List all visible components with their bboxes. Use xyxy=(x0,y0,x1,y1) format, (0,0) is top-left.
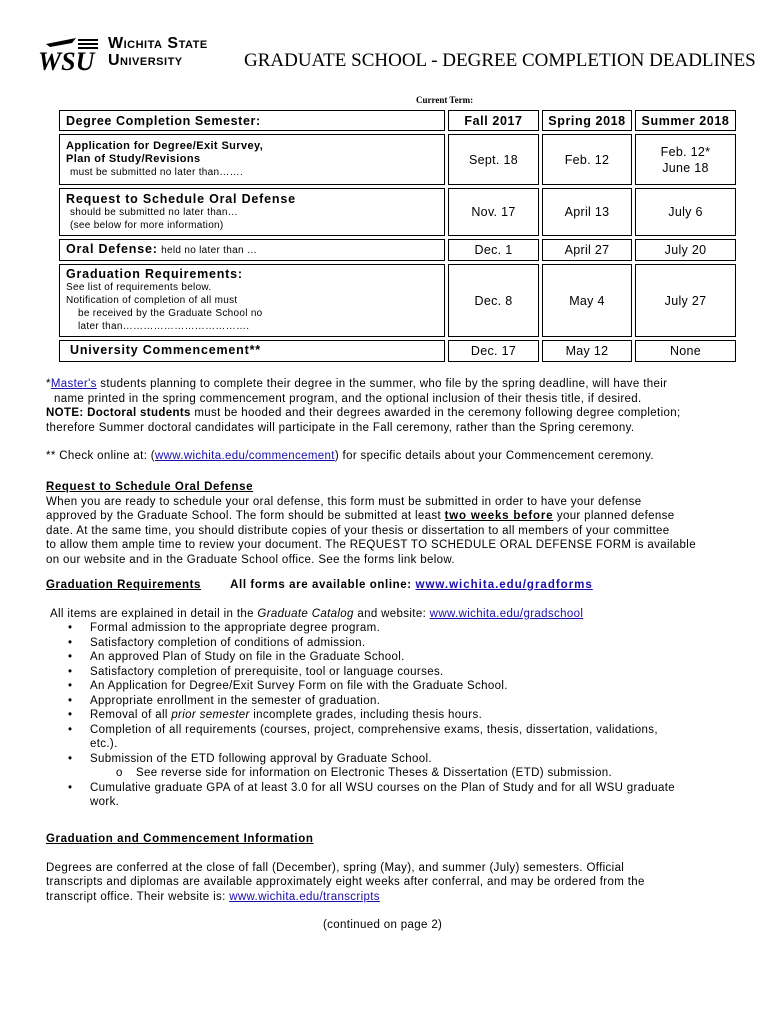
deadline-value: Feb. 12* xyxy=(660,144,711,159)
section-heading: Graduation and Commencement Information xyxy=(46,833,314,845)
deadline-value: June 18 xyxy=(662,160,709,175)
deadline-cell: July 6 xyxy=(635,188,736,236)
row-title: University Commencement** xyxy=(70,343,261,357)
row-label-cell xyxy=(59,188,445,236)
deadline-cell: July 20 xyxy=(635,239,736,261)
row-title: Graduation Requirements: xyxy=(66,267,243,281)
header-cell-term: Summer 2018 xyxy=(635,110,736,131)
item-text: etc.). xyxy=(90,738,118,750)
item-text: Removal of all xyxy=(90,709,172,721)
deadline-cell xyxy=(635,134,736,185)
row-label-cell xyxy=(59,340,445,362)
row-note: should be submitted no later than… xyxy=(70,206,239,218)
section-text: approved by the Graduate School. The form should be submitted at least xyxy=(46,510,445,522)
gradforms-link[interactable]: www.wichita.edu/gradforms xyxy=(415,579,593,591)
deadline-cell: May 4 xyxy=(542,264,632,337)
table-row xyxy=(59,134,736,185)
commencement-section xyxy=(46,832,736,933)
commencement-link[interactable]: www.wichita.edu/commencement xyxy=(155,450,335,462)
row-note: later than………………………………. xyxy=(78,321,250,332)
catalog-text: Graduate Catalog xyxy=(257,607,354,620)
emphasis-text: two weeks before xyxy=(444,510,554,522)
requirements-section xyxy=(46,578,736,810)
deadline-cell: April 13 xyxy=(542,188,632,236)
gradschool-link[interactable]: www.wichita.edu/gradschool xyxy=(429,607,584,620)
item-italic: prior semester xyxy=(171,709,250,721)
row-title: Plan of Study/Revisions xyxy=(66,153,201,165)
list-item: • Formal admission to the appropriate degree program. xyxy=(46,621,736,636)
note-text: ) for specific details about your Commencement ceremony. xyxy=(334,450,654,462)
header-cell-term: Fall 2017 xyxy=(448,110,539,131)
section-heading: Graduation Requirements xyxy=(46,579,202,591)
row-title: Application for Degree/Exit Survey, xyxy=(66,140,264,152)
deadline-cell: Sept. 18 xyxy=(448,134,539,185)
list-item: • Satisfactory completion of conditions of admission. xyxy=(46,636,736,651)
forms-label: All forms are available online: xyxy=(230,579,416,591)
section-text: transcripts and diplomas are available approximately eight weeks after conferral, and may be ordered from the xyxy=(46,876,645,888)
list-item xyxy=(46,708,736,723)
deadline-cell: Dec. 17 xyxy=(448,340,539,362)
table-row xyxy=(59,264,736,337)
list-item: • Satisfactory completion of prerequisite, tool or language courses. xyxy=(46,665,736,680)
section-text: Degrees are conferred at the close of fall (December), spring (May), and summer (July) semesters. Official xyxy=(46,861,625,874)
table-row xyxy=(59,188,736,236)
note-text: students planning to complete their degree in the summer, who file by the spring deadline, will have their xyxy=(96,378,668,390)
item-text: • Completion of all requirements (courses, project, comprehensive exams, thesis, dissertation, validations, xyxy=(90,723,658,736)
deadline-table xyxy=(56,107,739,365)
list-item: • Appropriate enrollment in the semester of graduation. xyxy=(46,694,736,709)
intro-text: All items are explained in detail in the xyxy=(50,607,258,620)
deadline-cell: Dec. 8 xyxy=(448,264,539,337)
note-text: therefore Summer doctoral candidates will participate in the Fall ceremony, rather than the Spring ceremony. xyxy=(46,421,635,434)
row-note: Notification of completion of all must xyxy=(66,295,238,306)
item-text: work. xyxy=(90,796,120,808)
section-text: transcript office. Their website is: xyxy=(46,890,230,903)
deadline-cell: July 27 xyxy=(635,264,736,337)
transcripts-link[interactable]: www.wichita.edu/transcripts xyxy=(229,890,380,903)
requirements-list xyxy=(46,621,736,766)
masters-link[interactable]: Master's xyxy=(50,378,97,390)
row-title: Request to Schedule Oral Defense xyxy=(66,191,296,206)
section-heading: Request to Schedule Oral Defense xyxy=(46,481,254,493)
notes-block xyxy=(46,377,736,464)
table-row xyxy=(59,340,736,362)
logo-wordmark-line2: University xyxy=(108,52,183,69)
section-text: on our website and in the Graduate School office. See the forms link below. xyxy=(46,553,455,566)
header-cell-semester: Degree Completion Semester: xyxy=(59,110,445,131)
row-note: held no later than … xyxy=(161,245,258,256)
deadline-cell: Nov. 17 xyxy=(448,188,539,236)
section-text: date. At the same time, you should distribute copies of your thesis or dissertation to all members of your committee xyxy=(46,524,670,537)
item-text: • Cumulative graduate GPA of at least 3.0 for all WSU courses on the Plan of Study and for all WSU graduate xyxy=(90,781,675,794)
deadline-cell: Feb. 12 xyxy=(542,134,632,185)
section-text: to allow them ample time to review your document. The REQUEST TO SCHEDULE ORAL DEFENSE FORM is available xyxy=(46,539,696,551)
list-item xyxy=(46,781,736,810)
row-label-cell xyxy=(59,239,445,261)
intro-text: and website: xyxy=(353,607,430,620)
requirements-list-cont xyxy=(46,781,736,810)
note-label: NOTE: Doctoral students xyxy=(46,407,191,419)
current-term-label: Current Term: xyxy=(416,95,474,105)
row-label-cell xyxy=(59,134,445,185)
row-label-cell xyxy=(59,264,445,337)
row-note: be received by the Graduate School no xyxy=(78,308,263,319)
oral-defense-section xyxy=(46,480,736,567)
row-note: must be submitted no later than……. xyxy=(70,167,244,178)
header-cell-term: Spring 2018 xyxy=(542,110,632,131)
list-item: • Submission of the ETD following approval by Graduate School. xyxy=(46,752,736,767)
wsu-logo-icon xyxy=(36,34,100,76)
deadline-cell: Dec. 1 xyxy=(448,239,539,261)
deadline-cell: None xyxy=(635,340,736,362)
table-row xyxy=(59,239,736,261)
table-header-row xyxy=(59,110,736,131)
note-text: ** Check online at: ( xyxy=(46,450,155,462)
section-text: When you are ready to schedule your oral defense, this form must be submitted in order to have your defense xyxy=(46,495,642,508)
note-text: must be hooded and their degrees awarded in the ceremony following degree completion; xyxy=(190,407,681,419)
continued-note: (continued on page 2) xyxy=(323,919,443,931)
row-note: See list of requirements below. xyxy=(66,282,212,293)
deadline-cell: April 27 xyxy=(542,239,632,261)
asterisk: * xyxy=(46,378,51,390)
note-text: name printed in the spring commencement program, and the optional inclusion of their thesis title, if desired. xyxy=(54,392,642,405)
section-text: your planned defense xyxy=(553,510,675,522)
list-item xyxy=(46,723,736,752)
page-title: GRADUATE SCHOOL - DEGREE COMPLETION DEADLINES xyxy=(244,50,756,71)
row-title: Oral Defense: xyxy=(66,242,158,256)
row-note: (see below for more information) xyxy=(70,219,224,231)
sub-list-item: o See reverse side for information on Electronic Theses & Dissertation (ETD) submission. xyxy=(46,766,736,781)
list-item: • An approved Plan of Study on file in the Graduate School. xyxy=(46,650,736,665)
deadline-cell: May 12 xyxy=(542,340,632,362)
logo-mark-text: WSU xyxy=(38,47,95,76)
logo-wordmark-line1: Wichita State xyxy=(108,35,208,52)
list-item: • An Application for Degree/Exit Survey Form on file with the Graduate School. xyxy=(46,679,736,694)
item-text: incomplete grades, including thesis hours. xyxy=(249,709,483,721)
